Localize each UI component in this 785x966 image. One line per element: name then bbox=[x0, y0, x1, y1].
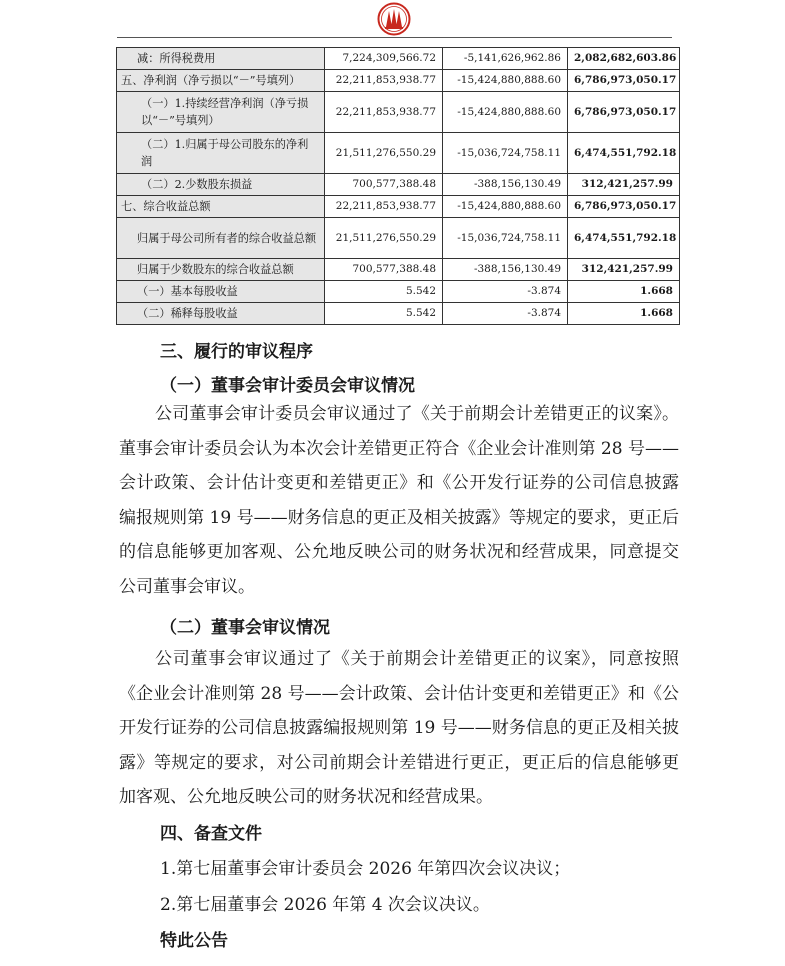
cell-value: 6,474,551,792.18 bbox=[568, 218, 680, 259]
paragraph: 公司董事会审议通过了《关于前期会计差错更正的议案》，同意按照《企业会计准则第 28 号——会计政策、会计估计变更和差错更正》和《公开发行证券的公司信息披露编报规则第 19 号——财务信息的更正及相关披露》等规定的要求，对公司前期会计差错进行更正，更正后的信息能够更加客观、公允地反映公司的财务状况和经营成果。 bbox=[119, 649, 679, 807]
table-row bbox=[117, 281, 680, 303]
cell-value: 5.542 bbox=[325, 303, 443, 325]
cell-value: 2,082,682,603.86 bbox=[568, 48, 680, 70]
cell-value: -15,424,880,888.60 bbox=[443, 70, 568, 92]
table-row bbox=[117, 70, 680, 92]
list-item: 2.第七届董事会 2026 年第 4 次会议决议。 bbox=[160, 895, 490, 915]
table-row bbox=[117, 48, 680, 70]
cell-value: 7,224,309,566.72 bbox=[325, 48, 443, 70]
cell-value: 5.542 bbox=[325, 281, 443, 303]
cell-value: 6,474,551,792.18 bbox=[568, 133, 680, 174]
cell-value: 21,511,276,550.29 bbox=[325, 218, 443, 259]
cell-value: -15,036,724,758.11 bbox=[443, 218, 568, 259]
table-row bbox=[117, 259, 680, 281]
row-label: （一）1.持续经营净利润（净亏损以“－”号填列） bbox=[117, 92, 325, 133]
list-item: 1.第七届董事会审计委员会 2026 年第四次会议决议； bbox=[160, 859, 571, 879]
section-heading: 四、备查文件 bbox=[160, 824, 262, 844]
row-label: 七、综合收益总额 bbox=[117, 196, 325, 218]
table-row bbox=[117, 133, 680, 174]
table-row bbox=[117, 196, 680, 218]
header-divider bbox=[117, 37, 672, 38]
cell-value: -15,424,880,888.60 bbox=[443, 92, 568, 133]
table-row bbox=[117, 174, 680, 196]
cell-value: 312,421,257.99 bbox=[568, 174, 680, 196]
cell-value: 22,211,853,938.77 bbox=[325, 196, 443, 218]
table-row bbox=[117, 303, 680, 325]
cell-value: 1.668 bbox=[568, 303, 680, 325]
row-label: （一）基本每股收益 bbox=[117, 281, 325, 303]
cell-value: 6,786,973,050.17 bbox=[568, 196, 680, 218]
section-heading: 三、履行的审议程序 bbox=[160, 342, 313, 362]
company-logo-icon bbox=[377, 2, 411, 36]
row-label: 归属于母公司所有者的综合收益总额 bbox=[117, 218, 325, 259]
subsection-heading: （一）董事会审计委员会审议情况 bbox=[160, 376, 415, 396]
row-label: 减：所得税费用 bbox=[117, 48, 325, 70]
cell-value: -3.874 bbox=[443, 281, 568, 303]
cell-value: 700,577,388.48 bbox=[325, 174, 443, 196]
cell-value: 22,211,853,938.77 bbox=[325, 92, 443, 133]
cell-value: 22,211,853,938.77 bbox=[325, 70, 443, 92]
table-row bbox=[117, 218, 680, 259]
cell-value: -15,424,880,888.60 bbox=[443, 196, 568, 218]
cell-value: -15,036,724,758.11 bbox=[443, 133, 568, 174]
row-label: 五、净利润（净亏损以“－”号填列） bbox=[117, 70, 325, 92]
row-label: （二）2.少数股东损益 bbox=[117, 174, 325, 196]
cell-value: 21,511,276,550.29 bbox=[325, 133, 443, 174]
cell-value: 1.668 bbox=[568, 281, 680, 303]
table-row bbox=[117, 92, 680, 133]
cell-value: 700,577,388.48 bbox=[325, 259, 443, 281]
cell-value: 312,421,257.99 bbox=[568, 259, 680, 281]
cell-value: 6,786,973,050.17 bbox=[568, 92, 680, 133]
cell-value: -3.874 bbox=[443, 303, 568, 325]
financial-table bbox=[116, 47, 680, 325]
subsection-heading: （二）董事会审议情况 bbox=[160, 618, 330, 638]
closing-text: 特此公告 bbox=[160, 931, 228, 951]
cell-value: -388,156,130.49 bbox=[443, 259, 568, 281]
cell-value: -388,156,130.49 bbox=[443, 174, 568, 196]
paragraph: 公司董事会审计委员会审议通过了《关于前期会计差错更正的议案》。董事会审计委员会认为本次会计差错更正符合《企业会计准则第 28 号——会计政策、会计估计变更和差错更正》和《公开发行证券的公司信息披露编报规则第 19 号——财务信息的更正及相关披露》等规定的要求，更正后的信息能够更加客观、公允地反映公司的财务状况和经营成果，同意提交公司董事会审议。 bbox=[119, 404, 679, 597]
cell-value: 6,786,973,050.17 bbox=[568, 70, 680, 92]
row-label: （二）稀释每股收益 bbox=[117, 303, 325, 325]
cell-value: -5,141,626,962.86 bbox=[443, 48, 568, 70]
row-label: 归属于少数股东的综合收益总额 bbox=[117, 259, 325, 281]
row-label: （二）1.归属于母公司股东的净利润 bbox=[117, 133, 325, 174]
